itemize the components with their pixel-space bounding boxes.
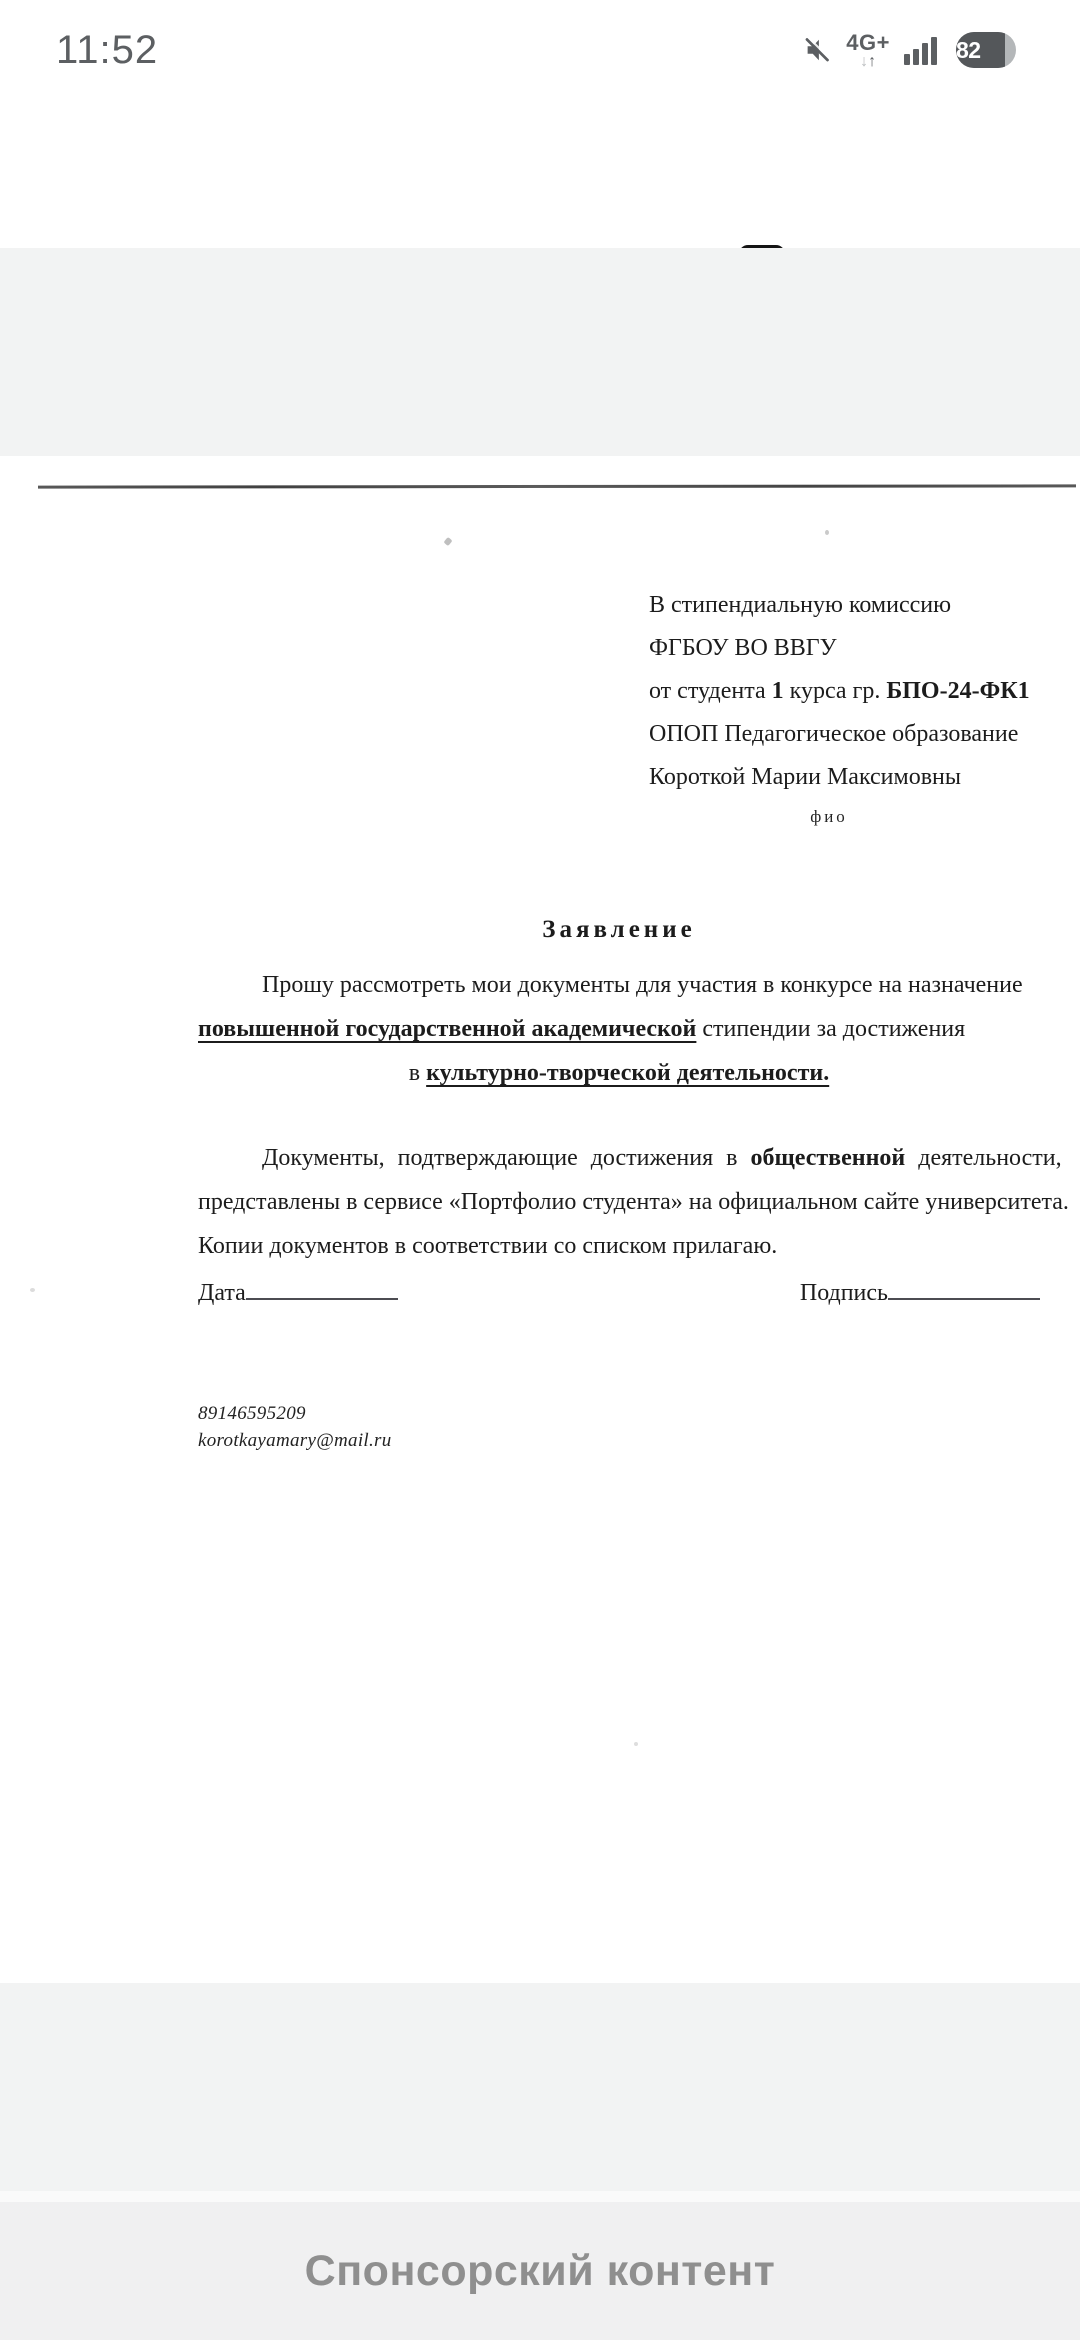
sponsored-content-banner[interactable]: [0, 2202, 1080, 2340]
doc-line: [649, 584, 1009, 627]
text-run: повышенной государственной академической: [198, 1016, 697, 1042]
text-run: Документы, подтверждающие достижения в: [262, 1145, 751, 1171]
signal-strength-icon: [904, 33, 942, 67]
text-run: В стипендиальную комиссию: [649, 592, 952, 618]
contact-block: [198, 1400, 392, 1454]
scan-speck: [825, 530, 829, 535]
text-run: общественной: [750, 1145, 906, 1171]
text-run: 1: [771, 678, 784, 704]
viewer-background-top[interactable]: [0, 248, 1080, 456]
scan-speck: [30, 1288, 35, 1292]
application-heading: Заявление: [542, 916, 696, 943]
network-type-indicator: [846, 32, 890, 70]
text-run: ФГБОУ ВО ВВГУ: [649, 635, 837, 661]
scan-speck: [443, 537, 452, 546]
text-run: ОПОП Педагогическое образование: [649, 721, 1019, 747]
app-toolbar: [0, 100, 1080, 248]
network-activity-arrows-icon: ↓↑: [860, 53, 877, 70]
date-label: Дата: [198, 1280, 246, 1306]
doc-line: [649, 670, 1030, 713]
text-run: в: [408, 1060, 427, 1086]
doc-line: [198, 1136, 1062, 1180]
status-icons: [802, 0, 1016, 100]
document-page[interactable]: [0, 456, 1080, 1983]
text-run: korotkayamary@mail.ru: [198, 1430, 392, 1451]
date-signature-row: [198, 1276, 1040, 1307]
network-label: 4G+: [846, 30, 890, 55]
battery-indicator: [956, 32, 1016, 68]
doc-line: [198, 1051, 1040, 1095]
divider-stripe: [0, 2191, 1080, 2202]
battery-percent-text: 82: [956, 37, 981, 63]
text-run: культурно-творческой деятельности.: [426, 1060, 830, 1086]
viewer-background-bottom[interactable]: [0, 1983, 1080, 2191]
text-run: от студента: [649, 678, 772, 704]
text-run: Короткой Марии Максимовны: [649, 764, 961, 790]
doc-line: [198, 1427, 392, 1454]
text-run: стипендии за достижения: [696, 1016, 966, 1042]
text-run: Копии документов в соответствии со списком прилагаю.: [198, 1233, 778, 1259]
status-bar: [0, 0, 1080, 100]
page-scan-edge-line: [38, 484, 1076, 488]
text-run: БПО-24-ФК1: [886, 678, 1030, 704]
volume-muted-icon: [802, 35, 832, 65]
date-blank-line: [246, 1276, 398, 1300]
addressee-block: [649, 584, 1030, 835]
signature-field: [800, 1276, 1040, 1307]
doc-line: [649, 799, 1009, 835]
doc-line: [198, 1224, 1040, 1268]
text-run: курса гр.: [783, 678, 887, 704]
text-run: деятельности,: [905, 1145, 1062, 1171]
scan-speck: [634, 1742, 638, 1746]
clock: 11:52: [56, 28, 159, 72]
doc-line: [649, 627, 1009, 670]
doc-line: [198, 1400, 392, 1427]
application-paragraph-2: [198, 1136, 1069, 1268]
text-run: фио: [810, 807, 848, 826]
doc-line: [198, 1007, 1040, 1051]
text-run: 89146595209: [198, 1403, 306, 1424]
text-run: Прошу рассмотреть мои документы для участия в конкурсе на назначение: [262, 972, 1023, 998]
doc-line: [198, 963, 1040, 1007]
signature-blank-line: [888, 1276, 1040, 1300]
doc-line: [198, 1180, 1069, 1224]
doc-line: [649, 713, 1019, 756]
sponsored-content-label: Спонсорский контент: [304, 2246, 776, 2295]
date-field: [198, 1276, 398, 1307]
application-paragraph-1: [198, 963, 1040, 1095]
doc-line: [649, 756, 1009, 799]
text-run: представлены в сервисе «Портфолио студента» на официальном сайте университета.: [198, 1189, 1069, 1215]
signature-label: Подпись: [799, 1280, 888, 1306]
